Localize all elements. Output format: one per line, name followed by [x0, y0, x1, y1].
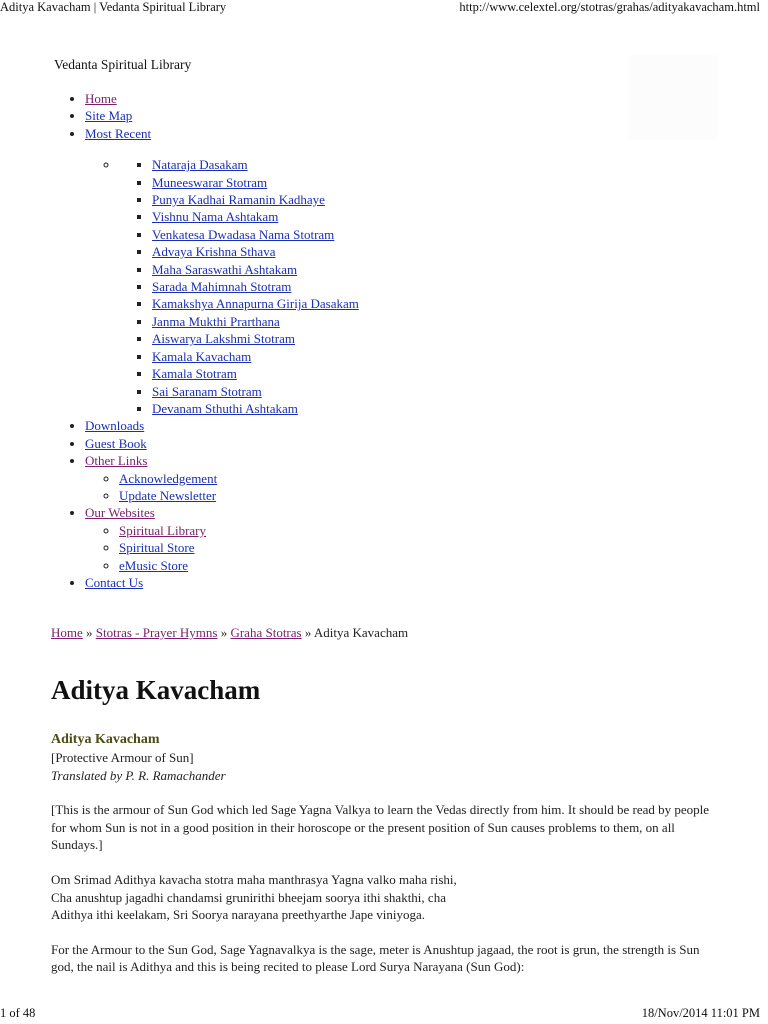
- breadcrumb-stotras[interactable]: Stotras - Prayer Hymns: [95, 625, 218, 640]
- nav-link-other-links[interactable]: Other Links: [85, 453, 148, 469]
- nav-item-home: [85, 90, 359, 107]
- recent-item: [152, 226, 359, 243]
- other-links-submenu: [85, 470, 359, 505]
- recent-item: [152, 313, 359, 330]
- nav-item-acknowledgement: [119, 470, 359, 487]
- page-number: 1 of 48: [0, 1006, 36, 1020]
- nav-item-site-map: [85, 107, 359, 124]
- article-subtitle: [Protective Armour of Sun]: [51, 750, 194, 765]
- nav-item-most-recent: [85, 125, 359, 418]
- recent-item-link[interactable]: Aiswarya Lakshmi Stotram: [152, 331, 295, 347]
- recent-item: [152, 243, 359, 260]
- recent-item-link[interactable]: Kamala Stotram: [152, 366, 237, 382]
- recent-item-link[interactable]: Muneeswarar Stotram: [152, 174, 268, 190]
- breadcrumb-separator: »: [301, 625, 314, 640]
- recent-item: [152, 348, 359, 365]
- recent-item: [152, 383, 359, 400]
- recent-item-link[interactable]: Kamala Kavacham: [152, 348, 252, 364]
- nav-link-most-recent[interactable]: Most Recent: [85, 125, 152, 141]
- verse-line: Cha anushtup jagadhi chandamsi grunirithi bheejam soorya ithi shakthi, cha: [51, 889, 446, 905]
- nav-item-guest-book: [85, 435, 359, 452]
- site-name: Vedanta Spiritual Library: [54, 57, 192, 72]
- nav-item-emusic-store: [119, 557, 359, 574]
- site-logo: [628, 55, 718, 140]
- breadcrumb-current: Aditya Kavacham: [313, 625, 409, 640]
- nav-item-downloads: [85, 417, 359, 434]
- verse-line: Adithya ithi keelakam, Sri Soorya narayana preethyarthe Jape viniyoga.: [51, 907, 425, 923]
- breadcrumb-separator: »: [82, 625, 96, 640]
- recent-item-link[interactable]: Maha Saraswathi Ashtakam: [152, 261, 298, 277]
- nav-link-our-websites[interactable]: Our Websites: [85, 505, 155, 521]
- nav-link-acknowledgement[interactable]: Acknowledgement: [119, 470, 218, 486]
- article-translator: Translated by P. R. Ramachander: [51, 767, 226, 783]
- verse-line: Om Srimad Adithya kavacha stotra maha manthrasya Yagna valko maha rishi,: [51, 871, 457, 887]
- recent-item: [152, 208, 359, 225]
- breadcrumb-graha[interactable]: Graha Stotras: [230, 625, 302, 640]
- print-datetime: 18/Nov/2014 11:01 PM: [641, 1006, 760, 1020]
- article-verse: [51, 871, 716, 924]
- article-heading: Aditya Kavacham: [51, 732, 160, 747]
- recent-item-link[interactable]: Kamakshya Annapurna Girija Dasakam: [152, 296, 359, 312]
- breadcrumb: [51, 625, 408, 641]
- nav-item-our-websites: [85, 504, 359, 574]
- nav-link-contact-us[interactable]: Contact Us: [85, 574, 144, 590]
- nav-link-guest-book[interactable]: Guest Book: [85, 435, 147, 451]
- most-recent-submenu: [85, 156, 359, 417]
- recent-item: [152, 174, 359, 191]
- nav-item-spiritual-library: [119, 522, 359, 539]
- nav-link-update-newsletter[interactable]: Update Newsletter: [119, 487, 217, 503]
- nav-item-other-links: [85, 452, 359, 504]
- print-header-url: http://www.celextel.org/stotras/grahas/adityakavacham.html: [459, 0, 760, 14]
- nav-item-contact-us: [85, 574, 359, 591]
- recent-item: [152, 156, 359, 173]
- recent-items-list: [119, 156, 359, 417]
- recent-item-link[interactable]: Sarada Mahimnah Stotram: [152, 279, 292, 295]
- print-header-title: Aditya Kavacham | Vedanta Spiritual Library: [0, 0, 227, 14]
- recent-item-link[interactable]: Vishnu Nama Ashtakam: [152, 209, 279, 225]
- recent-item: [152, 191, 359, 208]
- article-meaning: For the Armour to the Sun God, Sage Yagnavalkya is the sage, meter is Anushtup jagaad, the root is grun, the strength is Sun god, the nail is Adithya and this is being recited to please Lord Surya Narayana (Sun God):: [51, 941, 700, 975]
- recent-item: [152, 295, 359, 312]
- print-header: [0, 0, 768, 16]
- recent-item-link[interactable]: Venkatesa Dwadasa Nama Stotram: [152, 226, 335, 242]
- article-content: [51, 730, 716, 993]
- breadcrumb-home[interactable]: Home: [51, 625, 83, 640]
- recent-item: [152, 400, 359, 417]
- recent-item: [152, 365, 359, 382]
- nav-link-home[interactable]: Home: [85, 91, 117, 106]
- nav-item-update-newsletter: [119, 487, 359, 504]
- print-footer: [0, 1006, 768, 1024]
- nav-link-emusic-store[interactable]: eMusic Store: [119, 557, 188, 573]
- recent-item-link[interactable]: Advaya Krishna Sthava: [152, 244, 276, 260]
- nav-link-downloads[interactable]: Downloads: [85, 418, 145, 434]
- recent-items-group: [119, 156, 359, 417]
- recent-item-link[interactable]: Nataraja Dasakam: [152, 157, 248, 173]
- recent-item-link[interactable]: Sai Saranam Stotram: [152, 383, 262, 399]
- breadcrumb-separator: »: [217, 625, 231, 640]
- nav-link-spiritual-library[interactable]: Spiritual Library: [119, 522, 207, 538]
- main-nav: [54, 90, 359, 591]
- article-intro: [This is the armour of Sun God which led Sage Yagna Valkya to learn the Vedas directly from him. It should be read by people for whom Sun is not in a good position in their horoscope or the present position of Sun causes problems to them, on all Sundays.]: [51, 802, 710, 853]
- nav-link-spiritual-store[interactable]: Spiritual Store: [119, 540, 195, 556]
- our-websites-submenu: [85, 522, 359, 574]
- recent-item: [152, 330, 359, 347]
- recent-item-link[interactable]: Devanam Sthuthi Ashtakam: [152, 400, 298, 416]
- recent-item-link[interactable]: Janma Mukthi Prarthana: [152, 313, 280, 329]
- recent-item: [152, 261, 359, 278]
- page-title: Aditya Kavacham: [51, 675, 261, 705]
- recent-item-link[interactable]: Punya Kadhai Ramanin Kadhaye: [152, 192, 325, 208]
- nav-link-site-map[interactable]: Site Map: [85, 108, 133, 124]
- recent-item: [152, 278, 359, 295]
- nav-item-spiritual-store: [119, 539, 359, 556]
